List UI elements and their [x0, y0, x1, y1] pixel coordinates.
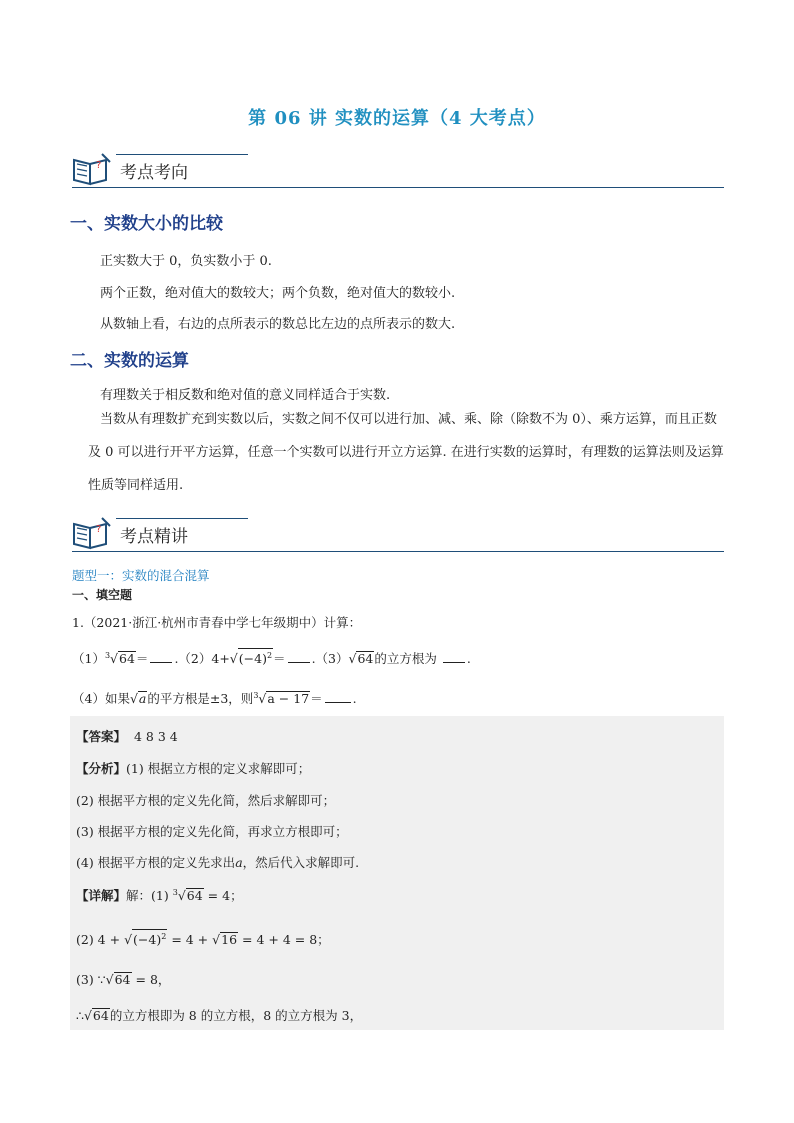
detail-line: (3) ∵√64 = 8， — [76, 972, 171, 987]
answer-line: 【答案】 4 8 3 4 — [76, 729, 178, 744]
analysis-line: (2) 根据平方根的定义先化简，然后求解即可； — [76, 793, 336, 808]
svg-text:?: ? — [96, 160, 102, 171]
heading-operations: 二、实数的运算 — [70, 351, 189, 371]
question-line-2: （4）如果√a的平方根是±3，则$^3$√a − 17＝ . — [72, 690, 357, 706]
book-icon — [72, 516, 112, 550]
question-line-1: $(1)^3√64= .(2)4+√(-4)^2= .(3)√64$的立方根为 . — [72, 648, 471, 667]
book-icon — [72, 152, 112, 186]
detail-line: (2) $4 + √(-4)^2 = 4 + √16 = 4 + 4 = 8$； — [76, 929, 330, 948]
question-type: 题型一：实数的混合混算 — [72, 568, 210, 583]
heading-comparison: 一、实数大小的比较 — [70, 214, 223, 234]
section-header-topics — [72, 150, 724, 188]
section-label: 考点考向 — [120, 163, 188, 183]
section-label: 考点精讲 — [120, 527, 188, 547]
paragraph: 从数轴上看，右边的点所表示的数总比左边的点所表示的数大. — [100, 317, 456, 332]
fill-heading: 一、填空题 — [72, 588, 133, 602]
page-title: 第 06 讲 实数的运算（4 大考点） — [248, 108, 546, 129]
section-header-lecture — [72, 514, 724, 552]
paragraph: 两个正数，绝对值大的数较大；两个负数，绝对值大的数较小. — [100, 286, 456, 301]
analysis-line: (3) 根据平方根的定义先化简，再求立方根即可； — [76, 824, 348, 839]
paragraph: 当数从有理数扩充到实数以后，实数之间不仅可以进行加、减、乘、除（除数不为 0）、乘方运算，而且正数及 0 可以进行开平方运算，任意一个实数可以进行开立方运算. 在进行实数的运算时，有理数的运算法则及运算性质等同样适用. — [88, 412, 724, 493]
svg-text:?: ? — [96, 524, 102, 535]
paragraph: 有理数关于相反数和绝对值的意义同样适合于实数. — [100, 388, 391, 403]
paragraph: 正实数大于 0，负实数小于 0. — [100, 254, 272, 269]
analysis-line: (4) 根据平方根的定义先求出a，然后代入求解即可. — [76, 855, 360, 870]
question-intro: 1.（2021·浙江·杭州市青春中学七年级期中）计算： — [72, 615, 362, 630]
detail-line: ∴√64的立方根即为 8 的立方根，8 的立方根为 3， — [76, 1008, 363, 1023]
analysis-line: 【分析】(1) 根据立方根的定义求解即可； — [76, 761, 311, 776]
detail-line: 【详解】解：(1) $^3$√64 = 4； — [76, 887, 243, 903]
